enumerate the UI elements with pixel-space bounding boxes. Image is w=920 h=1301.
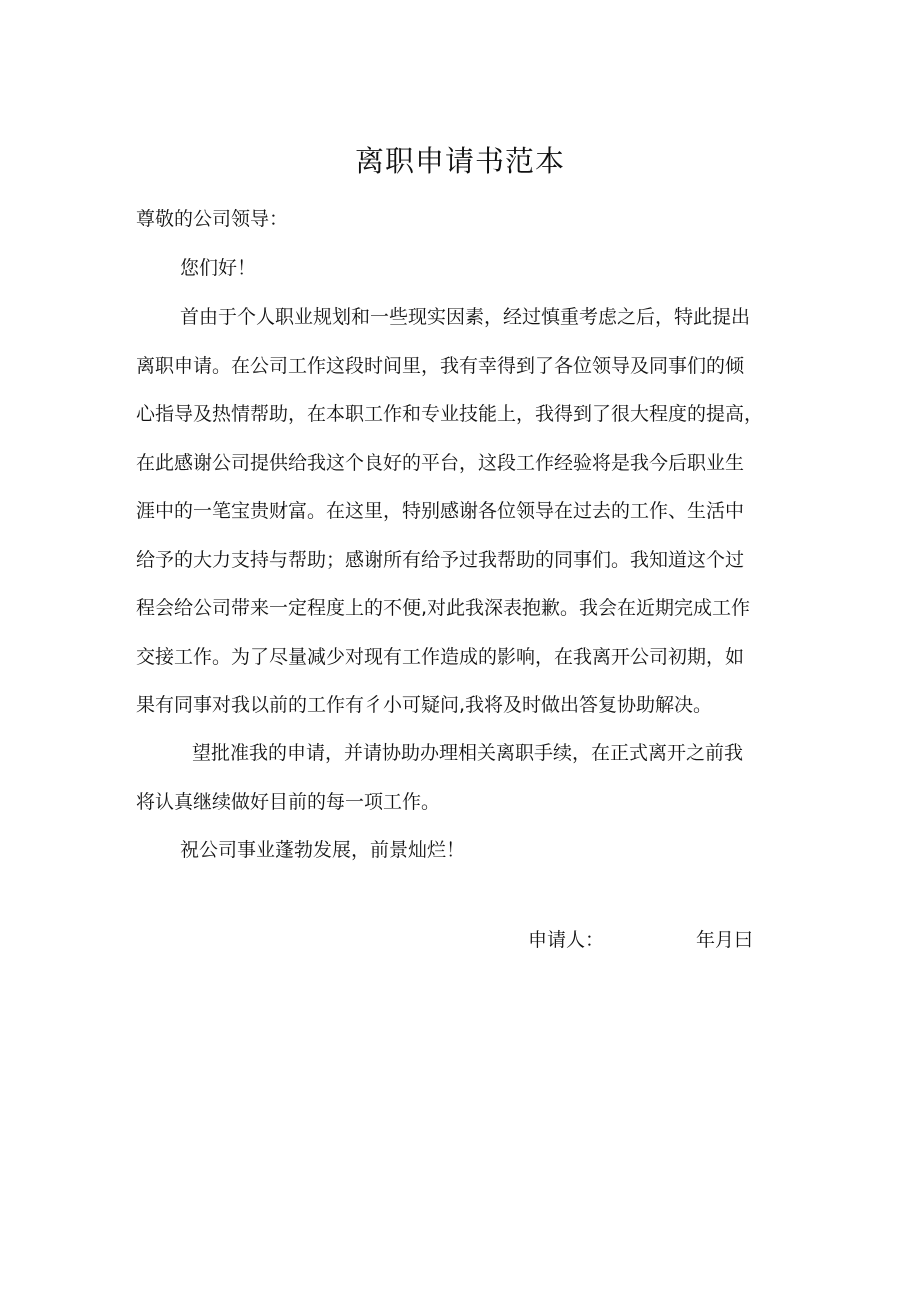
signature-block	[528, 916, 753, 964]
paragraph-line: 在此感谢公司提供给我这个良好的平台，这段工作经验将是我今后职业生	[136, 451, 745, 474]
document-title: 离职申请书范本	[354, 144, 565, 178]
date-label: 年月曰	[696, 929, 754, 951]
salutation: 尊敬的公司领导：	[136, 208, 289, 230]
paragraph-line: 程会给公司带来一定程度上的不便,对此我深表抱歉。我会在近期完成工作	[136, 597, 751, 619]
closing-wish: 祝公司事业蓬勃发展，前景灿烂！	[180, 839, 466, 861]
paragraph-line: 交接工作。为了尽量减少对现有工作造成的影响，在我离开公司初期，如	[136, 645, 745, 668]
paragraph-line: 涯中的一笔宝贵财富。在这里，特别感谢各位领导在过去的工作、生活中	[136, 500, 745, 522]
paragraph-line: 将认真继续做好目前的每一项工作。	[136, 790, 441, 813]
paragraph-line: 给予的大力支持与帮助；感谢所有给予过我帮助的同事们。我知道这个过	[136, 548, 745, 571]
applicant-label: 申请人：	[528, 929, 605, 951]
greeting: 您们好！	[180, 257, 257, 279]
paragraph-line: 离职申请。在公司工作这段时间里，我有幸得到了各位领导及同事们的倾	[136, 354, 745, 377]
paragraph-line: 果有同事对我以前的工作有彳小可疑问,我将及时做出答复协助解决。	[136, 694, 713, 716]
body-paragraph-2	[136, 729, 791, 826]
body-paragraph-1	[136, 293, 791, 730]
paragraph-line: 首由于个人职业规划和一些现实因素，经过慎重考虑之后，特此提出	[180, 306, 751, 328]
paragraph-line: 心指导及热情帮助，在本职工作和专业技能上，我得到了很大程度的提高，	[136, 403, 764, 425]
paragraph-line: 望批准我的申请，并请协助办理相关离职手续，在正式离开之前我	[192, 742, 744, 764]
